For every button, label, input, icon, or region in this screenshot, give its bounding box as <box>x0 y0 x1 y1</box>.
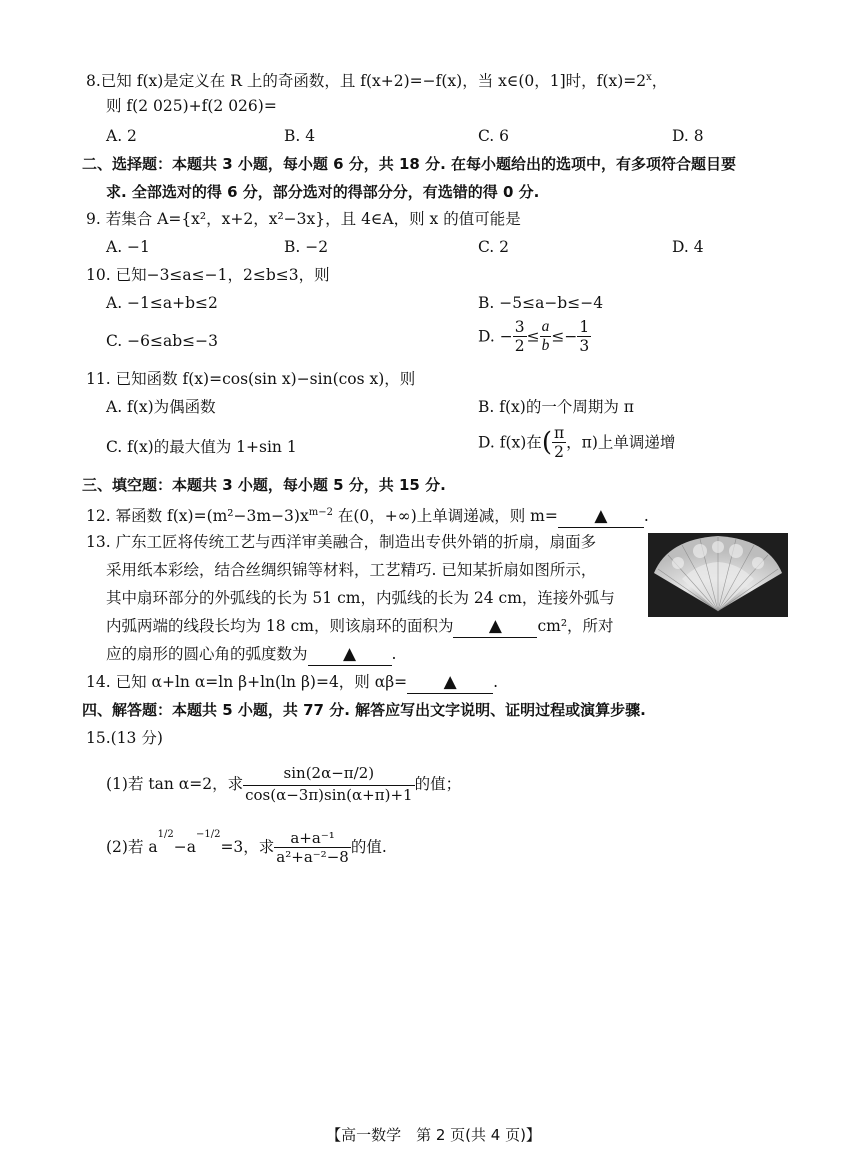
q9-option-c: C. 2 <box>478 238 510 256</box>
triangle-marker-icon: ▲ <box>342 644 357 664</box>
q14-answer-blank[interactable] <box>407 671 493 694</box>
fan-illustration <box>648 533 788 617</box>
q13-angle-blank[interactable] <box>308 643 392 666</box>
q11-option-c: C. f(x)的最大值为 1+sin 1 <box>106 438 297 456</box>
q10-option-d: D. − $\frac{3}{2}$ ≤ $\frac{a}{b}$ ≤− $\frac{1}{3}$ <box>478 318 590 355</box>
q15-part1: (1)若 tan α=2，求 $\frac{\sin(2\alpha-\pi/2)}{\cos(\alpha-3\pi)\sin(\alpha+\pi)+1}$ 的值； <box>106 764 462 804</box>
q8-line1: 8.已知 f(x)是定义在 R 上的奇函数，且 f(x+2)=−f(x)，当 x∈(0，1]时，$f(x)=2^x$， <box>86 72 668 91</box>
triangle-marker-icon: ▲ <box>443 672 457 692</box>
q13-line5: 应的扇形的圆心角的弧度数为 ▲ . <box>106 644 397 664</box>
q11-option-a: A. f(x)为偶函数 <box>106 398 216 416</box>
q13-line2: 采用纸本彩绘，结合丝绸织锦等材料，工艺精巧. 已知某折扇如图所示， <box>106 561 597 579</box>
q15-heading: 15.(13 分) <box>86 729 163 747</box>
q10-option-c: C. −6≤ab≤−3 <box>106 332 218 350</box>
q11-option-d: D. f(x)在( $\frac{\pi}{2}$ ，π)上单调递增 <box>478 424 676 461</box>
q10-stem: 10. 已知−3≤a≤−1，2≤b≤3，则 <box>86 266 330 284</box>
q13-line4: 内弧两端的线段长均为 18 cm，则该扇环的面积为 ▲ cm²，所对 <box>106 616 614 636</box>
q11-option-b: B. f(x)的一个周期为 π <box>478 398 634 416</box>
q8-option-a: A. 2 <box>106 127 137 145</box>
q15-part2: (2)若 $a^{1/2}-a^{-1/2}=3$，求 $\frac{\text{a+a⁻¹}}{\text{a²+a⁻²−8}}$ 的值. <box>106 828 387 866</box>
section2-heading: 二、选择题：本题共 3 小题，每小题 6 分，共 18 分. 在每小题给出的选项中，有多项符合题目要 <box>82 155 737 173</box>
q9-option-a: A. −1 <box>106 238 150 256</box>
q8-option-b: B. 4 <box>284 127 316 145</box>
q13-area-blank[interactable] <box>453 615 537 638</box>
q11-stem: 11. 已知函数 f(x)=cos(sin x)−sin(cos x)，则 <box>86 370 416 388</box>
triangle-marker-icon: ▲ <box>594 506 608 527</box>
q10-option-a: A. −1≤a+b≤2 <box>106 294 218 312</box>
q8-option-d: D. 8 <box>672 127 704 145</box>
q9-stem: 9. 若集合 A={x²，x+2，x²−3x}，且 4∈A，则 x 的值可能是 <box>86 210 521 228</box>
q13-line3: 其中扇环部分的外弧线的长为 51 cm，内弧线的长为 24 cm，连接外弧与 <box>106 589 615 607</box>
section3-heading: 三、填空题：本题共 3 小题，每小题 5 分，共 15 分. <box>82 476 446 494</box>
triangle-marker-icon: ▲ <box>488 616 502 636</box>
q8-line2: 则 f(2 025)+f(2 026)= <box>106 97 277 115</box>
q13-line1: 13. 广东工匠将传统工艺与西洋审美融合，制造出专供外销的折扇，扇面多 <box>86 533 597 551</box>
section4-heading: 四、解答题：本题共 5 小题，共 77 分. 解答应写出文字说明、证明过程或演算步骤. <box>82 701 646 719</box>
q14-line: 14. 已知 α+ln α=ln β+ln(ln β)=4，则 αβ= ▲ . <box>86 672 499 692</box>
q10-option-b: B. −5≤a−b≤−4 <box>478 294 604 312</box>
q12-line: 12. 幂函数 $f(x)=(m^2-3m-3)x^{m-2}$ 在(0，+∞)上单调递减，则 m= ▲ . <box>86 506 649 527</box>
page-footer: 【高一数学 第 2 页(共 4 页)】 <box>326 1126 541 1144</box>
q12-answer-blank[interactable] <box>558 505 644 528</box>
q9-option-d: D. 4 <box>672 238 704 256</box>
q8-option-c: C. 6 <box>478 127 510 145</box>
section2-heading-cont: 求. 全部选对的得 6 分，部分选对的得部分分，有选错的得 0 分. <box>106 183 540 201</box>
folding-fan-photo <box>648 533 788 617</box>
q9-option-b: B. −2 <box>284 238 329 256</box>
